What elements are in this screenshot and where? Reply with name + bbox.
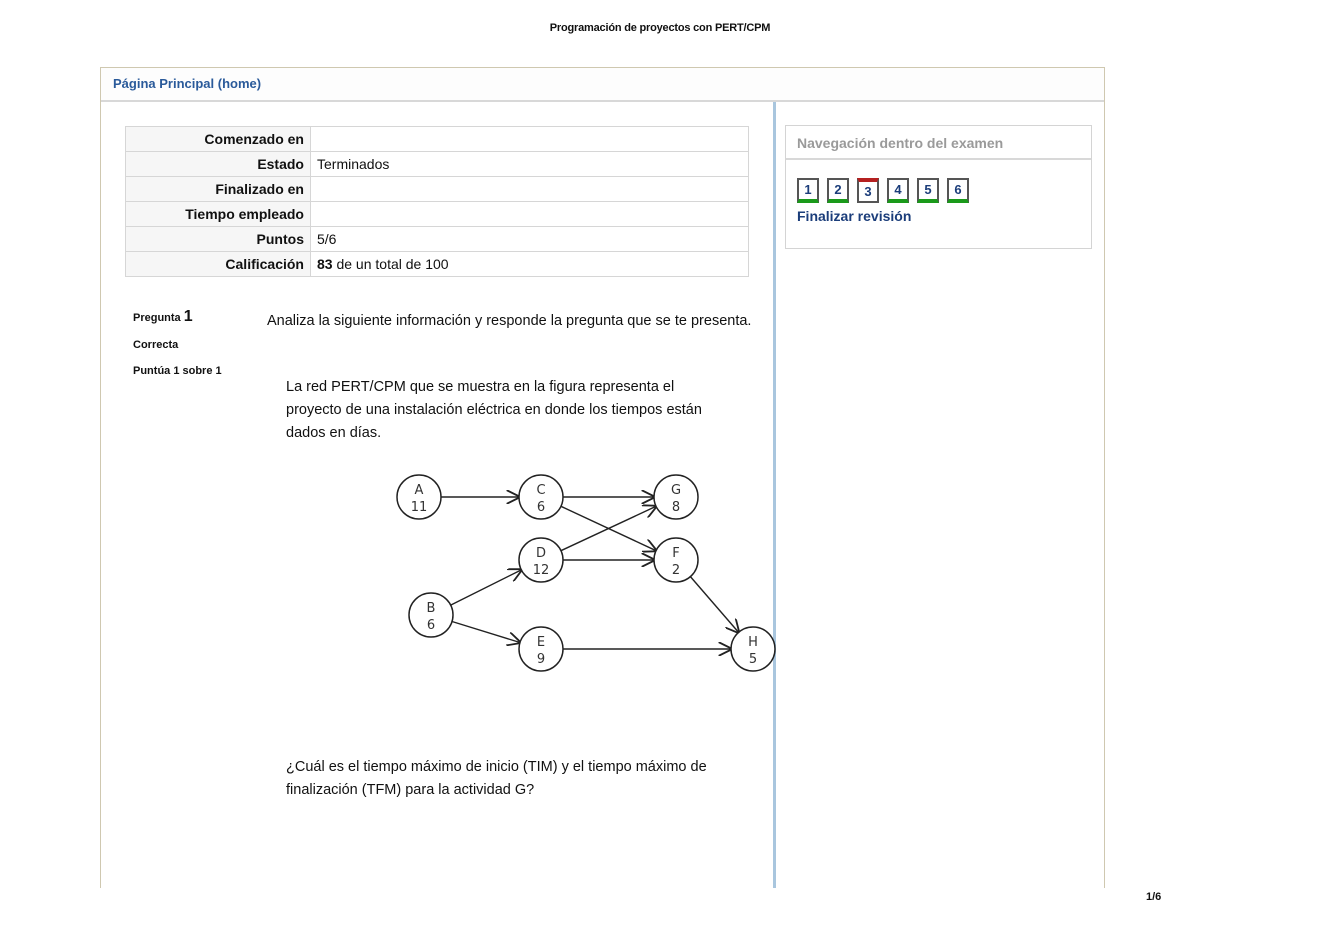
question-grade: Puntúa 1 sobre 1 bbox=[133, 365, 222, 377]
node-id: C bbox=[536, 483, 546, 498]
table-row bbox=[126, 177, 749, 202]
node-duration: 8 bbox=[671, 500, 681, 515]
node-id: B bbox=[426, 601, 436, 616]
node-duration: 6 bbox=[426, 618, 436, 633]
summary-value: 5/6 bbox=[311, 227, 749, 252]
column-divider bbox=[773, 102, 776, 888]
node-C bbox=[519, 475, 563, 519]
question-state: Correcta bbox=[133, 339, 179, 351]
node-A bbox=[397, 475, 441, 519]
question-prompt: ¿Cuál es el tiempo máximo de inicio (TIM) y el tiempo máximo de finalización (TFM) para la actividad G? bbox=[286, 759, 707, 798]
nav-title: Navegación dentro del examen bbox=[797, 135, 1004, 151]
question-text: Analiza la siguiente información y responde la pregunta que se te presenta. bbox=[267, 313, 752, 329]
node-id: A bbox=[414, 483, 424, 498]
node-G bbox=[654, 475, 698, 519]
breadcrumb bbox=[101, 68, 1104, 102]
summary-label: Comenzado en bbox=[126, 127, 311, 152]
summary-label: Calificación bbox=[126, 252, 311, 277]
node-id: H bbox=[748, 635, 758, 650]
attempt-summary-table bbox=[125, 126, 749, 277]
summary-label: Puntos bbox=[126, 227, 311, 252]
table-row bbox=[126, 127, 749, 152]
node-duration: 12 bbox=[532, 563, 550, 578]
table-row bbox=[126, 252, 749, 277]
node-id: F bbox=[672, 546, 680, 561]
breadcrumb-home-link[interactable]: Página Principal (home) bbox=[113, 76, 262, 91]
grade-total: de un total de 100 bbox=[332, 256, 449, 272]
quiz-navigation-panel bbox=[785, 125, 1092, 249]
question-button-2[interactable]: 2 bbox=[827, 178, 849, 203]
table-row bbox=[126, 227, 749, 252]
table-row bbox=[126, 152, 749, 177]
summary-value bbox=[311, 177, 749, 202]
question-button-1[interactable]: 1 bbox=[797, 178, 819, 203]
node-duration: 11 bbox=[410, 500, 428, 515]
node-duration: 6 bbox=[536, 500, 546, 515]
node-H bbox=[731, 627, 775, 671]
summary-value: Terminados bbox=[311, 152, 749, 177]
document-title: Programación de proyectos con PERT/CPM bbox=[549, 22, 771, 34]
summary-value bbox=[311, 202, 749, 227]
edge-B-D bbox=[451, 570, 522, 605]
table-row bbox=[126, 202, 749, 227]
question-button-6[interactable]: 6 bbox=[947, 178, 969, 203]
question-number bbox=[133, 308, 193, 326]
node-id: D bbox=[535, 546, 547, 561]
question-number-value: 1 bbox=[183, 308, 193, 325]
nav-header bbox=[786, 126, 1091, 160]
question-button-4[interactable]: 4 bbox=[887, 178, 909, 203]
node-duration: 2 bbox=[671, 563, 681, 578]
node-id: G bbox=[670, 483, 682, 498]
question-button-5[interactable]: 5 bbox=[917, 178, 939, 203]
node-F bbox=[654, 538, 698, 582]
summary-label: Finalizado en bbox=[126, 177, 311, 202]
pert-network-diagram bbox=[311, 483, 758, 698]
node-D bbox=[519, 538, 563, 582]
page-frame bbox=[100, 67, 1105, 888]
summary-value bbox=[311, 127, 749, 152]
edge-F-H bbox=[690, 577, 738, 633]
summary-label: Tiempo empleado bbox=[126, 202, 311, 227]
edge-B-E bbox=[452, 621, 520, 642]
question-buttons bbox=[797, 178, 969, 203]
page-number: 1/6 bbox=[1146, 891, 1162, 903]
question-description: La red PERT/CPM que se muestra en la figura representa el proyecto de una instalación eléctrica en donde los tiempos están dados en días. bbox=[286, 379, 702, 441]
summary-value bbox=[311, 252, 749, 277]
node-B bbox=[409, 593, 453, 637]
question-label: Pregunta bbox=[133, 312, 181, 324]
question-button-3[interactable]: 3 bbox=[857, 178, 879, 203]
node-duration: 9 bbox=[536, 652, 546, 667]
node-id: E bbox=[536, 635, 546, 650]
grade-value: 83 bbox=[317, 256, 333, 272]
finish-review-link[interactable]: Finalizar revisión bbox=[797, 208, 912, 224]
node-duration: 5 bbox=[748, 652, 758, 667]
summary-label: Estado bbox=[126, 152, 311, 177]
node-E bbox=[519, 627, 563, 671]
